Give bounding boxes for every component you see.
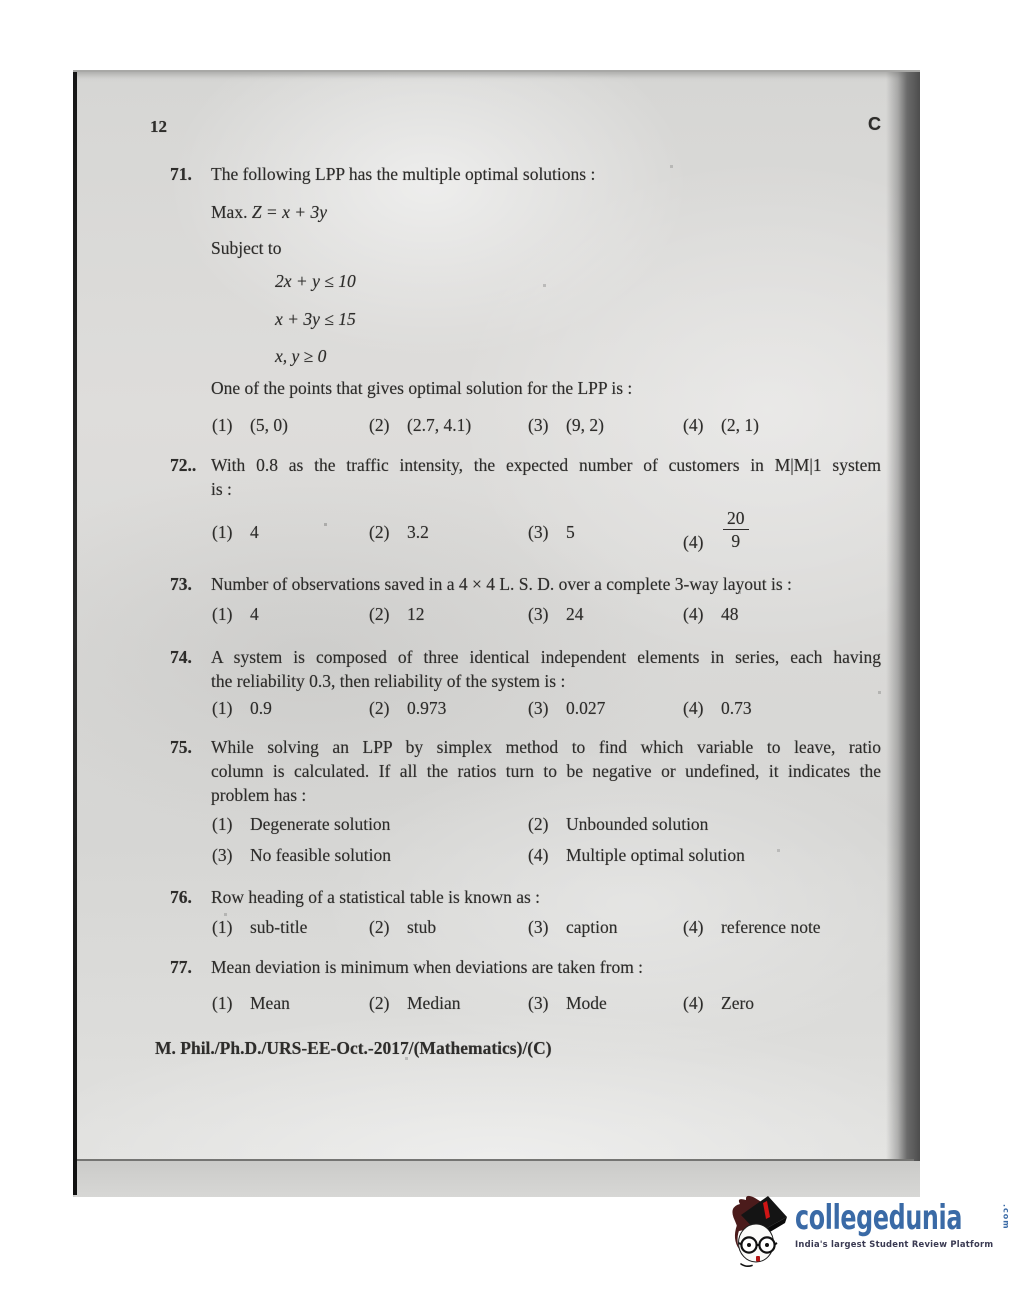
- option-value: 12: [407, 604, 425, 624]
- option: [212, 522, 259, 543]
- question-71-subject-to: Subject to: [211, 238, 282, 258]
- option: [212, 993, 290, 1014]
- option-label: (3): [528, 917, 549, 937]
- option-value: 3.2: [407, 522, 429, 542]
- option: [212, 917, 307, 938]
- option-label: (1): [212, 415, 233, 435]
- option-value: (9, 2): [566, 415, 604, 435]
- page-number: 12: [150, 117, 167, 136]
- option-value: 0.027: [566, 698, 606, 718]
- question-75-line-3: problem has :: [211, 785, 307, 805]
- option-label: (4): [528, 845, 549, 865]
- question-71-text: The following LPP has the multiple optimal solutions :: [211, 164, 596, 184]
- question-72-number: 72..: [170, 455, 197, 475]
- option-value: Degenerate solution: [250, 814, 391, 834]
- scan-noise: [73, 72, 74, 73]
- option: [528, 845, 745, 866]
- question-71-options: [73, 415, 920, 441]
- option-label: (1): [212, 604, 233, 624]
- option: [369, 917, 436, 938]
- option: [528, 917, 618, 938]
- option: [683, 508, 749, 565]
- question-77-options: [73, 993, 920, 1019]
- question-73-options: [73, 604, 920, 630]
- option-label: (2): [369, 698, 390, 718]
- option: [683, 698, 752, 719]
- option-value: Median: [407, 993, 461, 1013]
- option-value: 5: [566, 522, 575, 542]
- question-72-line-2: is :: [211, 479, 232, 499]
- question-71-constraint-2: x + 3y ≤ 15: [275, 309, 356, 329]
- option-label: (4): [683, 917, 704, 937]
- option: [212, 698, 272, 719]
- scanned-exam-page: [73, 70, 920, 1197]
- objective-expression: Z = x + 3y: [251, 202, 327, 222]
- option-label: (2): [369, 415, 390, 435]
- option-label: (3): [528, 415, 549, 435]
- option-label: (3): [528, 698, 549, 718]
- option-label: (1): [212, 522, 233, 542]
- option-value: 0.9: [250, 698, 272, 718]
- option-label: (1): [212, 993, 233, 1013]
- fraction-numerator: 20: [723, 508, 749, 530]
- option-value: (2.7, 4.1): [407, 415, 472, 435]
- set-code: C: [868, 114, 881, 134]
- option-value: stub: [407, 917, 437, 937]
- question-73-number: 73.: [170, 574, 192, 594]
- option: [528, 604, 584, 625]
- option-label: (2): [369, 917, 390, 937]
- option: [528, 522, 575, 543]
- question-75-line-2: column is calculated. If all the ratios turn to be negative or undefined, it indicates the: [211, 761, 881, 781]
- option-label: (2): [528, 814, 549, 834]
- option: [369, 415, 471, 436]
- option-label: (3): [212, 845, 233, 865]
- question-71-number: 71.: [170, 164, 192, 184]
- question-75-options-row-1: [73, 814, 920, 840]
- option-value: Unbounded solution: [566, 814, 709, 834]
- question-74-line-2: the reliability 0.3, then reliability of the system is :: [211, 671, 566, 691]
- option-value: 0.73: [721, 698, 752, 718]
- option: [369, 993, 460, 1014]
- question-75-number: 75.: [170, 737, 192, 757]
- option-value: (2, 1): [721, 415, 759, 435]
- paper-footer-code: M. Phil./Ph.D./URS-EE-Oct.-2017/(Mathematics)/(C): [155, 1038, 552, 1058]
- question-74-line-1: A system is composed of three identical independent elements in series, each having: [211, 647, 881, 667]
- option: [683, 993, 754, 1014]
- question-73-text: Number of observations saved in a 4 × 4 L. S. D. over a complete 3-way layout is :: [211, 574, 792, 594]
- option-value: Mode: [566, 993, 607, 1013]
- question-76-options: [73, 917, 920, 943]
- option: [528, 415, 604, 436]
- option-label: (2): [369, 993, 390, 1013]
- option-label: (1): [212, 917, 233, 937]
- option-value: (5, 0): [250, 415, 288, 435]
- brand-tld: .com: [1001, 1204, 1011, 1230]
- option-label: (4): [683, 698, 704, 718]
- option-label: (2): [369, 522, 390, 542]
- option: [212, 814, 390, 835]
- option-value: 48: [721, 604, 739, 624]
- option: [212, 845, 391, 866]
- option-value: 4: [250, 522, 259, 542]
- option-value: Zero: [721, 993, 755, 1013]
- objective-prefix: Max.: [211, 202, 252, 222]
- page-bottom-strip: [77, 1161, 920, 1197]
- option-label: (4): [683, 415, 704, 435]
- question-72-options: [73, 508, 920, 552]
- brand-tagline: India's largest Student Review Platform: [795, 1239, 994, 1249]
- fraction-denominator: 9: [731, 531, 741, 552]
- question-71-prompt: One of the points that gives optimal solution for the LPP is :: [211, 378, 633, 398]
- option: [528, 993, 607, 1014]
- question-77-number: 77.: [170, 957, 192, 977]
- option: [369, 698, 446, 719]
- option-label: (3): [528, 993, 549, 1013]
- page-curl-shadow: [886, 72, 920, 1197]
- option-label: (4): [683, 993, 704, 1013]
- option-value: No feasible solution: [250, 845, 391, 865]
- option-value: 24: [566, 604, 584, 624]
- question-74-number: 74.: [170, 647, 192, 667]
- option: [528, 814, 708, 835]
- option-value: reference note: [721, 917, 821, 937]
- question-77-text: Mean deviation is minimum when deviations are taken from :: [211, 957, 644, 977]
- option-value: Multiple optimal solution: [566, 845, 745, 865]
- option-label: (3): [528, 604, 549, 624]
- option: [212, 415, 288, 436]
- fraction: [723, 508, 749, 551]
- question-76-text: Row heading of a statistical table is known as :: [211, 887, 541, 907]
- question-71-constraint-3: x, y ≥ 0: [275, 346, 327, 366]
- option-value: sub-title: [250, 917, 308, 937]
- collegedunia-logo-text: [795, 1193, 1010, 1249]
- option-label: (2): [369, 604, 390, 624]
- question-75-line-1: While solving an LPP by simplex method to find which variable to leave, ratio: [211, 737, 881, 757]
- collegedunia-logo: [727, 1193, 1011, 1279]
- option-label: (1): [212, 814, 233, 834]
- option: [369, 604, 425, 625]
- question-71-objective: [211, 202, 327, 223]
- question-72-line-1: With 0.8 as the traffic intensity, the expected number of customers in M|M|1 system: [211, 455, 881, 475]
- option-value: caption: [566, 917, 618, 937]
- option-label: (4): [683, 604, 704, 624]
- question-75-options-row-2: [73, 845, 920, 871]
- option-value: 0.973: [407, 698, 447, 718]
- option: [683, 604, 739, 625]
- collegedunia-mascot-icon: [727, 1193, 793, 1267]
- option: [683, 415, 759, 436]
- option-label: (1): [212, 698, 233, 718]
- question-74-options: [73, 698, 920, 724]
- option: [683, 917, 821, 938]
- option: [212, 604, 259, 625]
- option-value: 4: [250, 604, 259, 624]
- question-71-constraint-1: 2x + y ≤ 10: [275, 271, 356, 291]
- question-76-number: 76.: [170, 887, 192, 907]
- option: [369, 522, 429, 543]
- option-label: (4): [683, 531, 704, 552]
- brand-name: collegedunia: [795, 1198, 963, 1238]
- option: [528, 698, 605, 719]
- option-label: (3): [528, 522, 549, 542]
- option-value: Mean: [250, 993, 290, 1013]
